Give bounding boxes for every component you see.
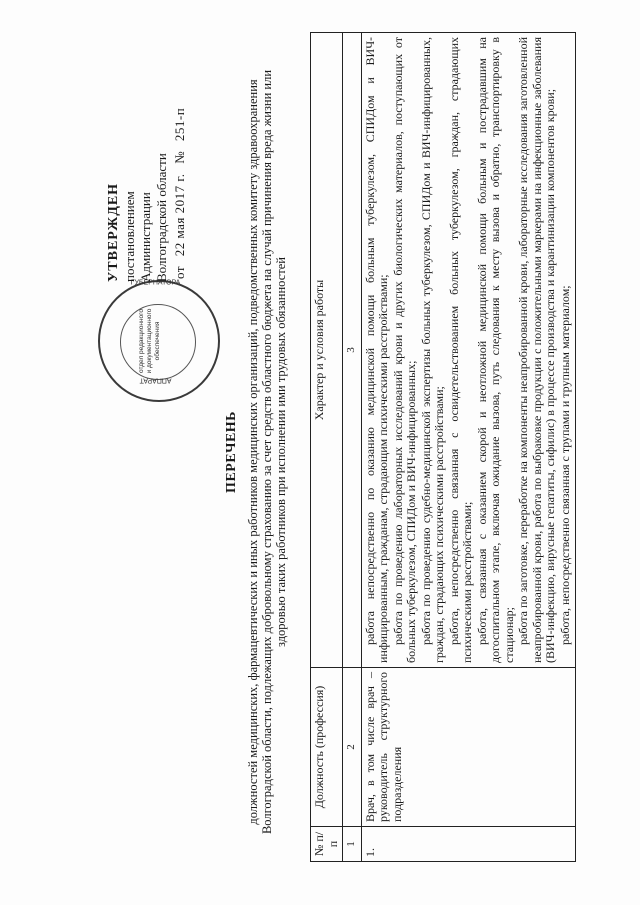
seal-ring-text-left: АППАРАТ bbox=[139, 376, 172, 384]
official-seal bbox=[98, 280, 220, 402]
work-item: работа непосредственно по оказанию медицинской помощи больным туберкулезом, СПИДом и ВИЧ-инфицированным, гражданам, страдающим психическими расстройствами; bbox=[362, 37, 390, 663]
seal-ring-text-right: ГУБЕРНАТОРА bbox=[130, 279, 181, 287]
header-work-conditions: Характер и условия работы bbox=[311, 33, 343, 668]
approval-line-1: постановлением bbox=[122, 191, 137, 282]
work-item: работа, связанная с оказанием скорой и неотложной медицинской помощи больным и пострадавшим на догоспитальном этапе, включая ожидание вызова, путь следования к месту вызова и обратно, транспортировку в стационар; bbox=[474, 37, 516, 663]
number-sign: № bbox=[172, 150, 187, 164]
date-prefix: от bbox=[172, 265, 187, 279]
column-number-row bbox=[343, 33, 362, 862]
work-item: работа по проведению судебно-медицинской экспертизы больных туберкулезом, СПИДом и ВИЧ-инфицированных, граждан, страдающих психическими расстройствами; bbox=[418, 37, 446, 663]
approval-title: УТВЕРЖДЕН bbox=[106, 182, 121, 282]
document-title: ПЕРЕЧЕНЬ bbox=[224, 411, 239, 493]
approval-line-2: Администрации bbox=[138, 192, 153, 282]
work-item: работа по заготовке, переработке на компоненты неапробированной крови, лабораторные исследования заготовленной неапробированной крови, работа по выбраковке продукции с положительными маркерами на инфекционные заболевания (ВИЧ-инфекцию, вирусные гепатиты, сифилис) в процессе производства и карантинизации компонентов крови; bbox=[516, 37, 557, 663]
number-value: 251-п bbox=[172, 107, 187, 142]
work-item: работа, непосредственно связанная с освидетельствованием больных туберкулезом, граждан, страдающих психическими расстройствами; bbox=[446, 37, 474, 663]
work-item: работа, непосредственно связанная с трупами и трупным материалом; bbox=[557, 285, 572, 645]
row-number: 1. bbox=[361, 827, 576, 862]
row-work-conditions bbox=[361, 33, 576, 668]
approval-block bbox=[106, 52, 188, 282]
table-header-row bbox=[311, 33, 343, 862]
document-subtitle: должностей медицинских, фармацевтических и иных работников медицинских организаций, подведомственных комитету здравоохранения Волгоградской области, подлежащих добровольному страхованию за счет средств областного бюджета на случай причинения вреда жизни или здоровью таких работников при исполнении ими трудовых обязанностей bbox=[246, 69, 288, 835]
table-row bbox=[361, 33, 576, 862]
header-number: № п/п bbox=[311, 827, 343, 862]
work-item: работа по проведению лабораторных исследований крови и других биологических материалов, поступающих от больных туберкулезом, СПИДом и ВИЧ-инфицированных; bbox=[390, 37, 418, 663]
row-position: Врач, в том числе врач – руководитель структурного подразделения bbox=[361, 668, 576, 827]
seal-text: отдел редакционного и документационного обеспечения bbox=[138, 308, 161, 374]
positions-table bbox=[310, 32, 576, 862]
column-number: 3 bbox=[343, 33, 362, 668]
approval-line-3: Волгоградской области bbox=[154, 153, 169, 282]
approval-date-line bbox=[172, 52, 188, 282]
column-number: 2 bbox=[343, 668, 362, 827]
header-position: Должность (профессия) bbox=[311, 668, 343, 827]
rotated-sheet bbox=[28, 32, 628, 872]
date-value: 22 мая 2017 г. bbox=[172, 173, 187, 257]
column-number: 1 bbox=[343, 827, 362, 862]
